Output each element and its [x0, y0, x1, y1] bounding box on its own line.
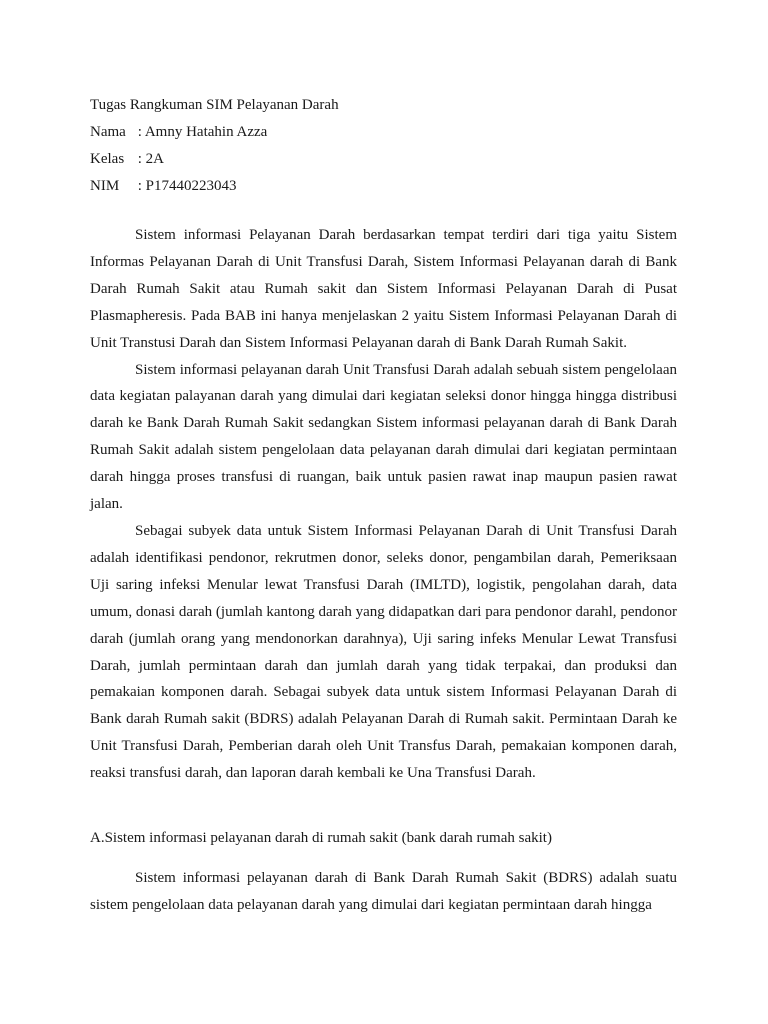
section-body: [90, 865, 677, 919]
class-value: : 2A: [137, 151, 164, 167]
body-paragraph: Sistem informasi pelayanan darah Unit Transfusi Darah adalah sebuah sistem pengelolaan data kegiatan palayanan darah yang dimulai dari kegiatan seleksi donor hingga hingga distribusi darah ke Bank Darah Rumah Sakit sedangkan Sistem informasi pelayanan darah di Bank Darah Rumah Sakit adalah sistem pengelolaan data pelayanan darah dimulai dari kegiatan permintaan darah hingga proses transfusi di ruangan, baik untuk pasien rawat inap maupun pasien rawat jalan.: [90, 361, 677, 513]
class-row: [90, 146, 680, 173]
nim-row: [90, 173, 680, 200]
body-paragraph: Sistem informasi Pelayanan Darah berdasarkan tempat terdiri dari tiga yaitu Sistem Informas Pelayanan Darah di Unit Transfusi Darah, Sistem Informasi Pelayanan darah di Bank Darah Rumah Sakit atau Rumah sakit dan Sistem Informasi Pelayanan Darah di Pusat Plasmapheresis. Pada BAB ini hanya menjelaskan 2 yaitu Sistem Informasi Pelayanan Darah di Unit Transtusi Darah dan Sistem Informasi Pelayanan darah di Bank Darah Rumah Sakit.: [90, 227, 677, 351]
section-heading: A.Sistem informasi pelayanan darah di rumah sakit (bank darah rumah sakit): [90, 830, 552, 846]
name-label: Nama: [90, 124, 126, 140]
section-paragraph: Sistem informasi pelayanan darah di Bank Darah Rumah Sakit (BDRS) adalah suatu sistem pengelolaan data pelayanan darah yang dimulai dari kegiatan permintaan darah hingga: [90, 870, 677, 913]
document-body: [90, 222, 677, 787]
document-title: Tugas Rangkuman SIM Pelayanan Darah: [90, 97, 339, 113]
nim-value: : P17440223043: [137, 178, 237, 194]
body-paragraph: Sebagai subyek data untuk Sistem Informasi Pelayanan Darah di Unit Transfusi Darah adalah identifikasi pendonor, rekrutmen donor, seleks donor, pengambilan darah, Pemeriksaan Uji saring infeksi Menular lewat Transfusi Darah (IMLTD), logistik, pengolahan darah, data umum, donasi darah (jumlah kantong darah yang didapatkan dari para pendonor darahl, pendonor darah (jumlah orang yang mendonorkan darahnya), Uji saring infeks Menular Lewat Transfusi Darah, jumlah permintaan darah dan jumlah darah yang tidak terpakai, dan produksi dan pemakaian komponen darah. Sebagai subyek data untuk sistem Informasi Pelayanan Darah di Bank darah Rumah sakit (BDRS) adalah Pelayanan Darah di Rumah sakit. Permintaan Darah ke Unit Transfusi Darah, Pemberian darah oleh Unit Transfus Darah, pemakaian komponen darah, reaksi transfusi darah, dan laporan darah kembali ke Una Transfusi Darah.: [90, 522, 677, 782]
document-header: [90, 92, 680, 200]
nim-label: NIM: [90, 178, 120, 194]
name-row: [90, 119, 680, 146]
name-value: : Amny Hatahin Azza: [137, 124, 268, 140]
class-label: Kelas: [90, 151, 125, 167]
